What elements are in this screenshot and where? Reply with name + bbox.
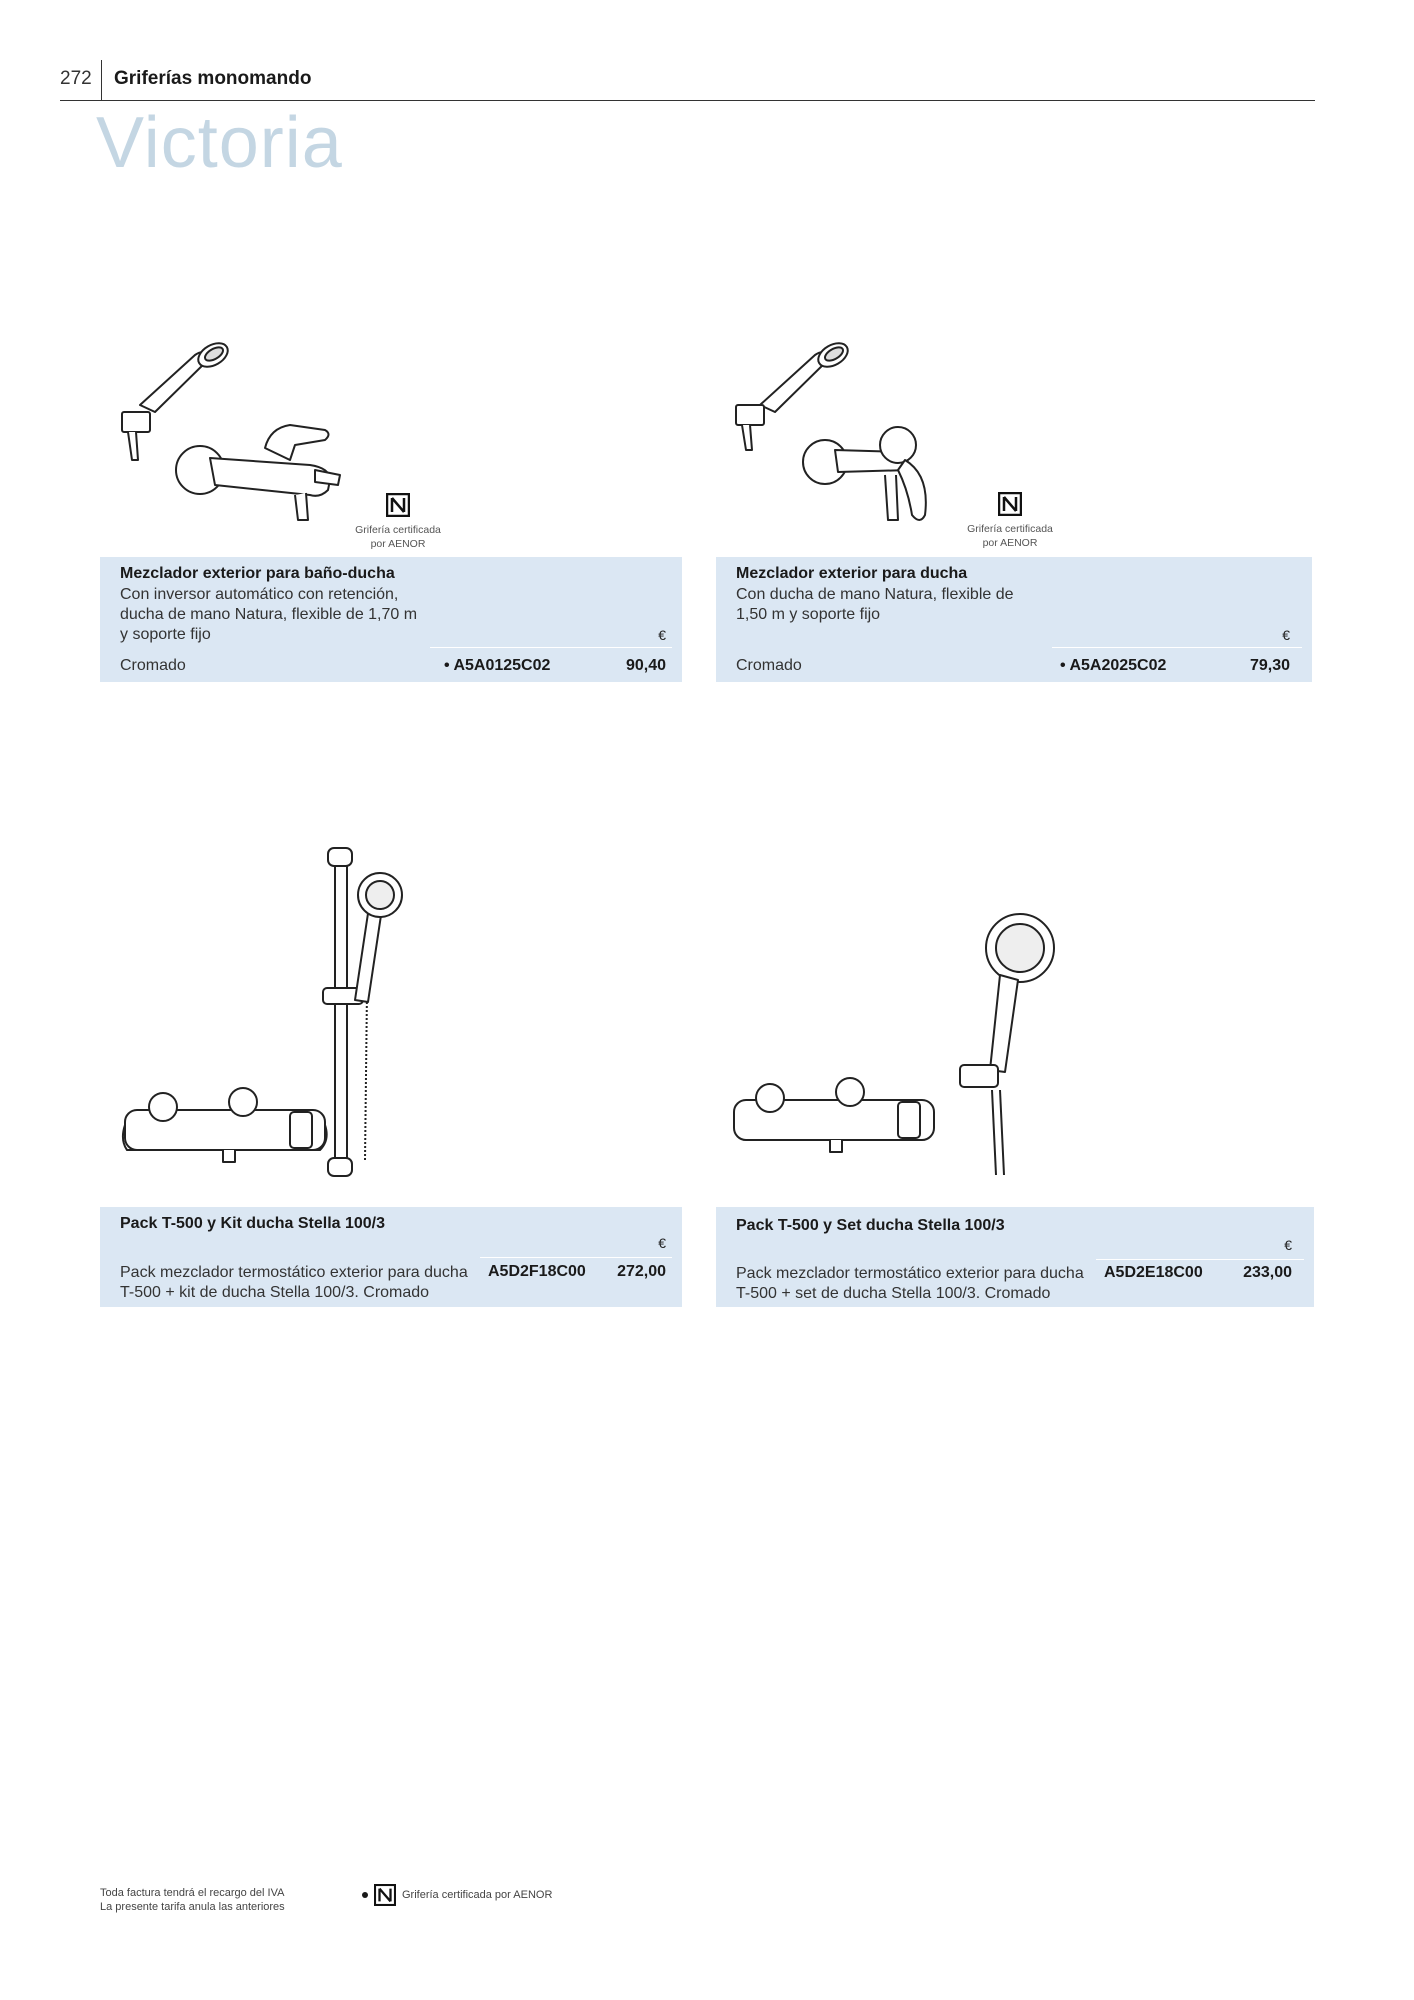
product-price: 272,00 [617, 1263, 666, 1280]
footer-note-line2: La presente tarifa anula las anteriores [100, 1901, 285, 1913]
aenor-logo-icon [374, 1884, 396, 1906]
certification-line1: Grifería certificada [355, 524, 441, 536]
currency-symbol: € [658, 1235, 666, 1251]
certification-line1: Grifería certificada [967, 523, 1053, 535]
page-number: 272 [60, 68, 92, 89]
product-image-shower-mixer [730, 330, 970, 540]
product-box-bath-shower-mixer [100, 557, 682, 682]
description-line: T-500 + set de ducha Stella 100/3. Cromado [736, 1285, 1051, 1302]
description-line: T-500 + kit de ducha Stella 100/3. Cromado [120, 1284, 430, 1301]
footer-note-line1: Toda factura tendrá el recargo del IVA [100, 1887, 285, 1899]
product-reference: • A5A2025C02 [1060, 657, 1167, 674]
section-title: Griferías monomando [114, 68, 312, 89]
currency-symbol: € [1284, 1237, 1292, 1253]
product-title: Mezclador exterior para ducha [736, 565, 968, 582]
currency-symbol: € [1282, 627, 1290, 643]
box-rule [1052, 647, 1302, 648]
product-box-t500-set [716, 1207, 1314, 1307]
product-image-bath-shower-mixer [110, 330, 350, 540]
product-image-thermostatic-kit [115, 840, 425, 1180]
certification-line2: por AENOR [370, 537, 426, 550]
aenor-certification [343, 493, 453, 551]
product-description [120, 585, 417, 645]
footer-legend [362, 1884, 552, 1906]
product-price: 79,30 [1249, 657, 1290, 674]
product-title: Pack T-500 y Set ducha Stella 100/3 [736, 1217, 1005, 1234]
finish-label: Cromado [120, 657, 186, 674]
product-description [120, 1263, 468, 1303]
aenor-certification [955, 492, 1065, 550]
currency-symbol: € [658, 627, 666, 643]
box-rule [480, 1257, 672, 1258]
product-title: Pack T-500 y Kit ducha Stella 100/3 [120, 1215, 386, 1232]
product-price: 90,40 [625, 657, 666, 674]
product-reference: • A5A0125C02 [444, 657, 551, 674]
aenor-logo-icon [998, 492, 1022, 516]
bullet-icon [362, 1892, 368, 1898]
product-price: 233,00 [1243, 1264, 1292, 1281]
product-description [736, 1264, 1084, 1304]
description-line: y soporte fijo [120, 626, 211, 643]
product-box-shower-mixer [716, 557, 1312, 682]
product-box-t500-kit [100, 1207, 682, 1307]
box-rule [1096, 1259, 1304, 1260]
description-line: ducha de mano Natura, flexible de 1,70 m [120, 606, 418, 623]
finish-label: Cromado [736, 657, 802, 674]
series-title: Victoria [96, 103, 343, 183]
description-line: Pack mezclador termostático exterior para ducha [736, 1265, 1084, 1282]
footer-note [100, 1886, 285, 1914]
description-line: 1,50 m y soporte fijo [736, 606, 881, 623]
footer-legend-text: Grifería certificada por AENOR [402, 1889, 553, 1901]
product-image-thermostatic-set [730, 900, 1060, 1190]
product-reference: A5D2E18C00 [1104, 1264, 1203, 1281]
header-separator [101, 60, 102, 100]
product-reference: A5D2F18C00 [488, 1263, 586, 1280]
box-rule [430, 647, 672, 648]
description-line: Pack mezclador termostático exterior para ducha [120, 1264, 468, 1281]
certification-line2: por AENOR [982, 536, 1038, 549]
description-line: Con inversor automático con retención, [120, 586, 399, 603]
description-line: Con ducha de mano Natura, flexible de [736, 586, 1014, 603]
aenor-logo-icon [386, 493, 410, 517]
product-title: Mezclador exterior para baño-ducha [120, 565, 395, 582]
product-description [736, 585, 1014, 625]
